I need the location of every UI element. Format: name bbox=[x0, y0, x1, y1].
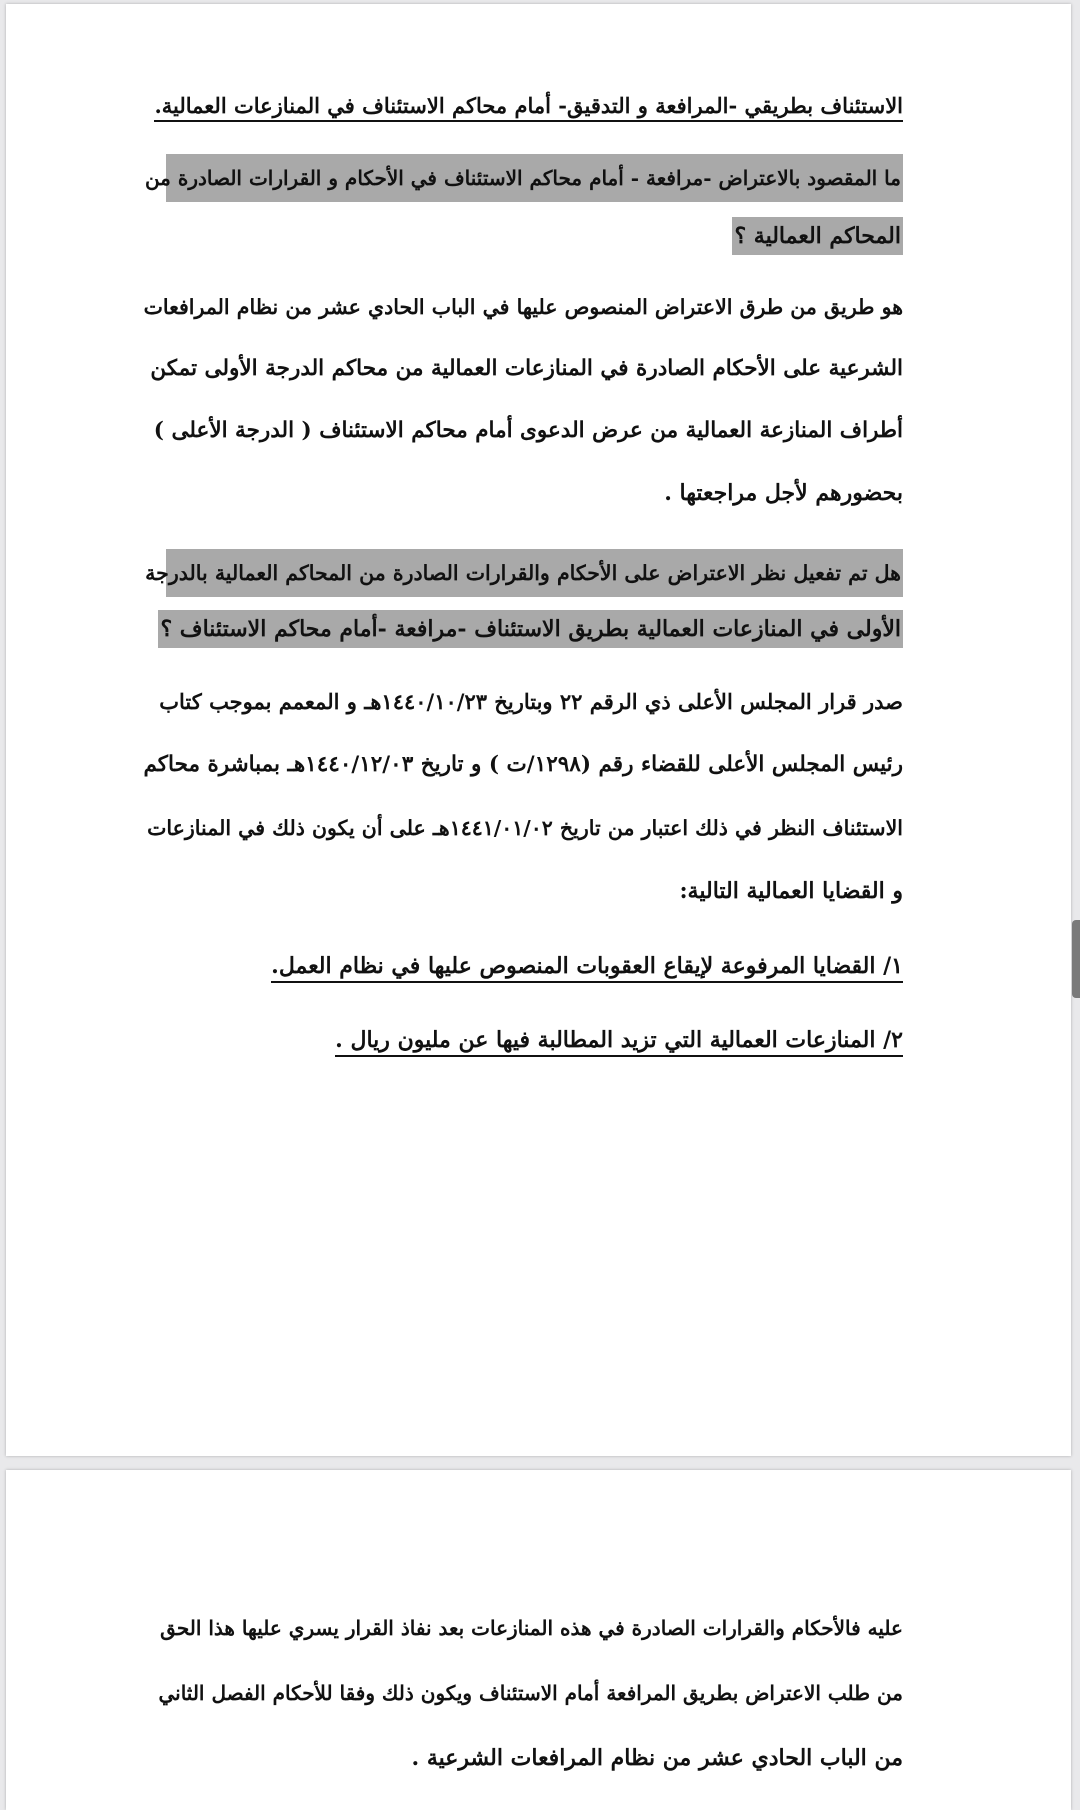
list-item-2-text: ٢/ المنازعات العمالية التي تزيد المطالبة فيها عن مليون ريال . bbox=[335, 1027, 903, 1057]
answer-2-line-1: صدر قرار المجلس الأعلى ذي الرقم ٢٢ وبتاريخ ١٤٤٠/١٠/٢٣هـ و المعمم بموجب كتاب bbox=[159, 689, 903, 714]
answer-2-line-3: الاستئناف النظر في ذلك اعتبار من تاريخ ١٤٤١/٠١/٠٢هـ على أن يكون ذلك في المنازعات bbox=[147, 816, 903, 840]
answer-2-line-4: و القضايا العمالية التالية: bbox=[679, 878, 903, 904]
question-2-line-1 bbox=[145, 549, 903, 597]
document-title-text: الاستئناف بطريقي -المرافعة و التدقيق- أمام محاكم الاستئناف في المنازعات العمالية. bbox=[154, 93, 903, 122]
list-item-2 bbox=[335, 1022, 903, 1058]
question-1-line-2-text: المحاكم العمالية ؟ bbox=[732, 217, 903, 255]
page-2-line-3: من الباب الحادي عشر من نظام المرافعات الشرعية . bbox=[411, 1745, 903, 1771]
document-page-1 bbox=[6, 4, 1071, 1456]
answer-1-line-3: أطراف المنازعة العمالية من عرض الدعوى أمام محاكم الاستئناف ( الدرجة الأعلى ) bbox=[153, 418, 903, 443]
page-2-line-2: من طلب الاعتراض بطريق المرافعة أمام الاستئناف ويكون ذلك وفقا للأحكام الفصل الثاني bbox=[158, 1681, 903, 1705]
question-1-line-2 bbox=[732, 218, 903, 254]
page-2-line-1: عليه فالأحكام والقرارات الصادرة في هذه المنازعات بعد نفاذ القرار يسري عليها هذا الحق bbox=[160, 1616, 903, 1640]
list-item-1 bbox=[271, 948, 903, 984]
scroll-indicator[interactable] bbox=[1072, 920, 1080, 998]
answer-2-line-2: رئيس المجلس الأعلى للقضاء رقم (١٢٩٨/ت ) و تاريخ ١٤٤٠/١٢/٠٣هـ بمباشرة محاكم bbox=[143, 752, 903, 777]
document-page-2 bbox=[6, 1470, 1071, 1810]
answer-1-line-2: الشرعية على الأحكام الصادرة في المنازعات العمالية من محاكم الدرجة الأولى تمكن bbox=[150, 356, 903, 381]
question-2-line-1-text: هل تم تفعيل نظر الاعتراض على الأحكام والقرارات الصادرة من المحاكم العمالية بالدرجة bbox=[166, 549, 903, 597]
question-1-line-1 bbox=[144, 154, 903, 202]
question-2-line-2 bbox=[158, 611, 903, 647]
question-2-line-2-text: الأولى في المنازعات العمالية بطريق الاستئناف -مرافعة -أمام محاكم الاستئناف ؟ bbox=[158, 610, 903, 648]
question-1-line-1-text: ما المقصود بالاعتراض -مرافعة - أمام محاكم الاستئناف في الأحكام و القرارات الصادرة من bbox=[166, 154, 903, 202]
answer-1-line-4: بحضورهم لأجل مراجعتها . bbox=[664, 480, 903, 506]
list-item-1-text: ١/ القضايا المرفوعة لإيقاع العقوبات المنصوص عليها في نظام العمل. bbox=[271, 953, 903, 983]
answer-1-line-1: هو طريق من طرق الاعتراض المنصوص عليها في الباب الحادي عشر من نظام المرافعات bbox=[143, 295, 903, 319]
document-title bbox=[154, 88, 903, 124]
